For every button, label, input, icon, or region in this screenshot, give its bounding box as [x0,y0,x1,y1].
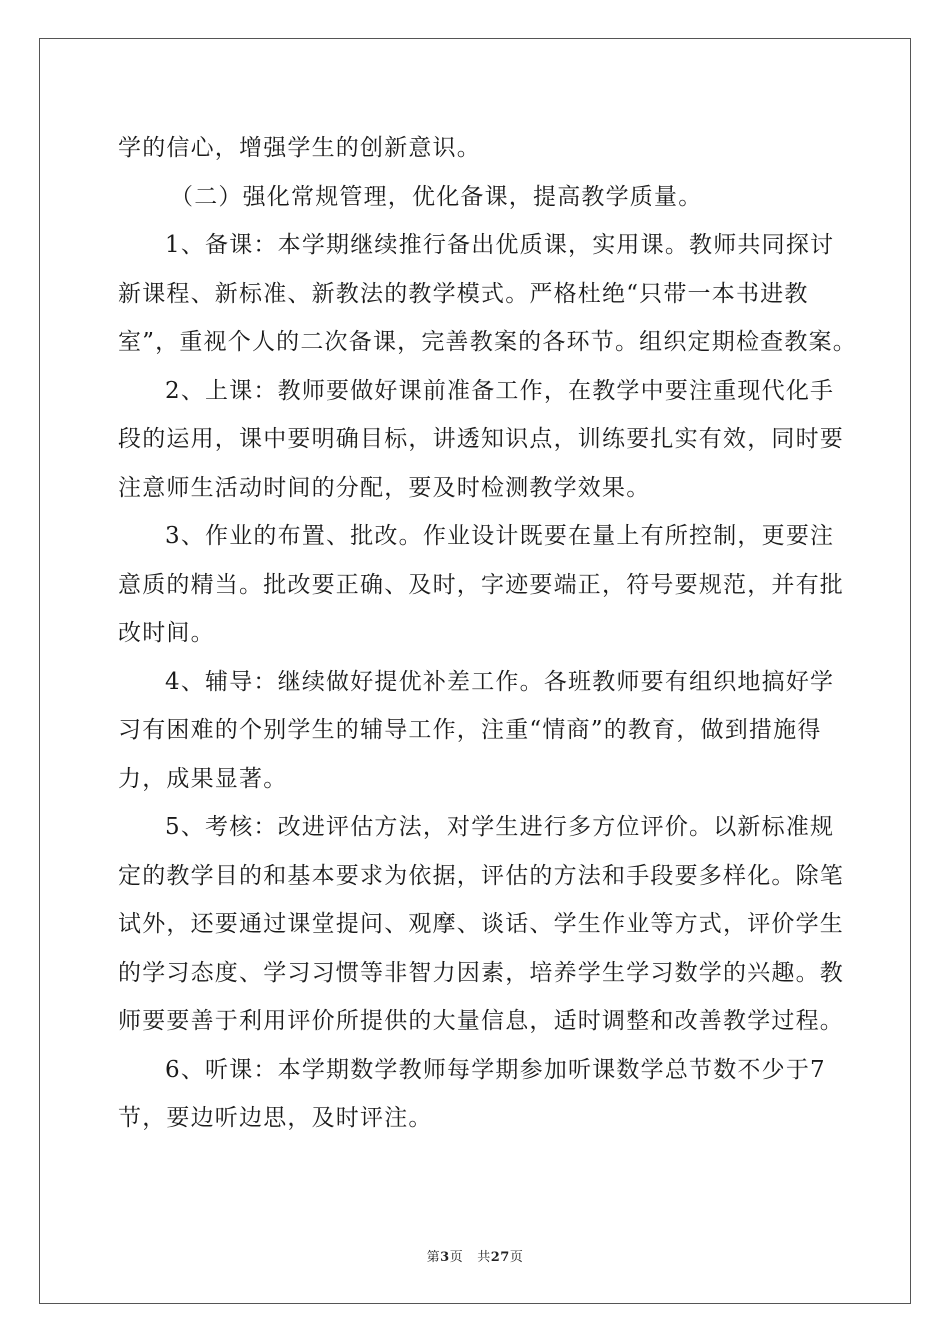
text-line: 3、作业的布置、批改。作业设计既要在量上有所控制，更要注 [165,523,835,549]
text-line: 习有困难的个别学生的辅导工作，注重“情商”的教育，做到措施得 [118,717,822,743]
text-line: 学的信心，增强学生的创新意识。 [118,135,481,161]
text-line: 师要要善于利用评价所提供的大量信息，适时调整和改善教学过程。 [118,1008,844,1034]
text-line: 6、听课：本学期数学教师每学期参加听课数学总节数不少于7 [165,1056,826,1083]
text-line: （二）强化常规管理，优化备课，提高教学质量。 [170,183,703,210]
page-footer [0,1246,950,1265]
text-line: 意质的精当。批改要正确、及时，字迹要端正，符号要规范，并有批 [118,571,844,598]
footer-total-pages: 27 [490,1250,510,1265]
footer-page-prefix: 第 [426,1250,441,1265]
text-line: 试外，还要通过课堂提问、观摩、谈话、学生作业等方式，评价学生 [118,911,844,937]
footer-total-prefix: 共 [477,1250,491,1265]
text-line: 1、备课：本学期继续推行备出优质课，实用课。教师共同探讨 [165,232,835,258]
text-line: 新课程、新标准、新教法的教学模式。严格杜绝“只带一本书进教 [118,280,809,307]
text-line: 2、上课：教师要做好课前准备工作，在教学中要注重现代化手 [165,377,835,404]
text-line: 段的运用，课中要明确目标，讲透知识点，训练要扎实有效，同时要 [118,426,844,452]
text-line: 定的教学目的和基本要求为依据，评估的方法和手段要多样化。除笔 [118,862,844,889]
text-line: 室”，重视个人的二次备课，完善教案的各环节。组织定期检查教案。 [118,329,857,355]
footer-page-number: 3 [440,1250,450,1265]
text-line: 力，成果显著。 [118,765,288,792]
text-line: 改时间。 [118,620,215,646]
footer-page-suffix: 页 [449,1250,464,1265]
text-line: 4、辅导：继续做好提优补差工作。各班教师要有组织地搞好学 [165,668,835,695]
text-line: 的学习态度、学习习惯等非智力因素，培养学生学习数学的兴趣。教 [118,959,844,986]
document-body [118,124,857,1143]
text-line: 节，要边听边思，及时评注。 [118,1105,433,1131]
text-line: 5、考核：改进评估方法，对学生进行多方位评价。以新标准规 [165,814,835,840]
footer-total-suffix: 页 [509,1250,524,1265]
text-line: 注意师生活动时间的分配，要及时检测教学效果。 [118,474,651,501]
